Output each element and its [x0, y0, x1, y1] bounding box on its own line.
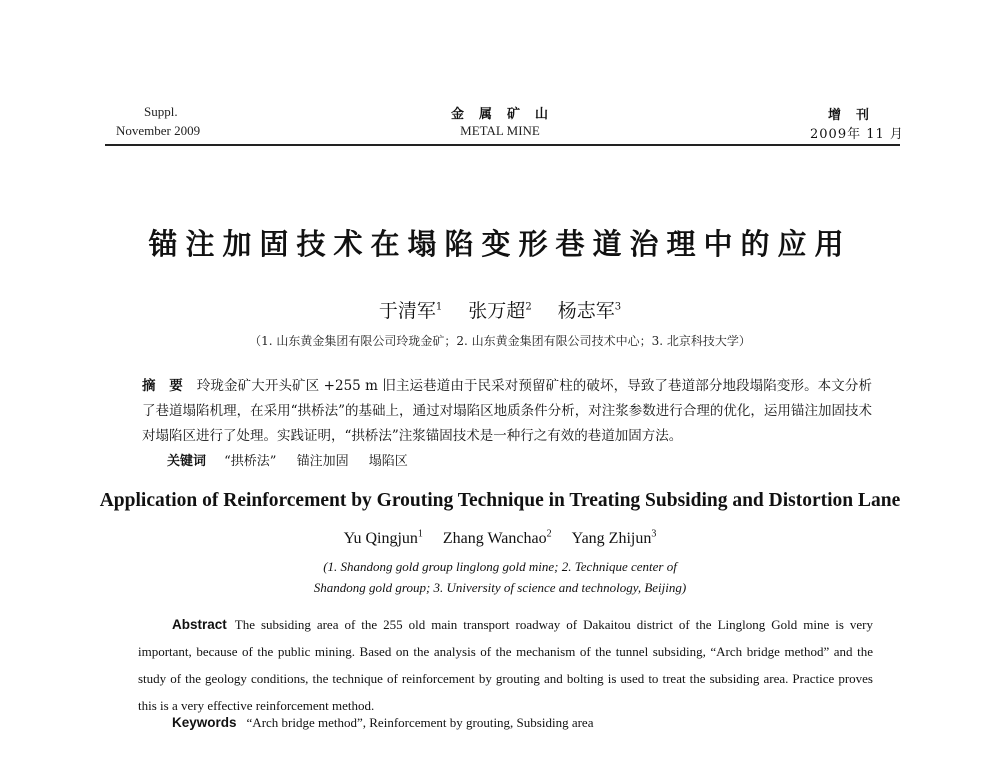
keywords-cn: [167, 450, 424, 469]
affiliations-en: [0, 556, 1000, 598]
keyword-cn: “拱桥法”: [224, 454, 277, 469]
supplement-cn: 增 刊: [828, 108, 871, 123]
affiliation-line: (1. Shandong gold group linglong gold mine; 2. Technique center of: [323, 559, 677, 574]
authors-cn: [0, 296, 1000, 323]
keyword-cn: 塌陷区: [368, 454, 408, 469]
abstract-label-en: Abstract: [172, 617, 227, 632]
author-en: Yu Qingjun$^1$: [343, 528, 423, 547]
paper-title-cn: 锚注加固技术在塌陷变形巷道治理中的应用: [148, 227, 852, 261]
abstract-en: [138, 611, 873, 719]
date-cn: 2009年 11 月: [810, 127, 904, 142]
author-cn: 杨志军$^3$: [557, 300, 622, 322]
abstract-text-en: The subsiding area of the 255 old main transport roadway of Dakaitou district of the Linglong Gold mine is very important, because of the public mining. Based on the analysis of the mechanism of the tunnel subsiding, “Arch bridge method” and the study of the geology conditions, the technique of reinforcement by grouting and bolting is used to treat the subsiding area. Practice proves this is a very effective reinforcement method.: [138, 617, 873, 713]
keywords-label-en: Keywords: [172, 715, 237, 730]
authors-en: [0, 530, 1000, 548]
keywords-text-en: “Arch bridge method”, Reinforcement by grouting, Subsiding area: [246, 715, 594, 730]
journal-name-en: METAL MINE: [460, 123, 540, 138]
date-en: November 2009: [116, 123, 201, 138]
keyword-cn: 锚注加固: [296, 454, 349, 469]
author-cn: 于清军$^1$: [378, 300, 443, 322]
abstract-label-cn: 摘 要: [142, 378, 183, 394]
keywords-en: [172, 715, 593, 731]
keywords-label-cn: 关键词: [167, 454, 207, 469]
affiliations-cn: （1. 山东黄金集团有限公司玲珑金矿；2. 山东黄金集团有限公司技术中心；3. 北京科技大学）: [249, 334, 751, 348]
author-cn: 张万超$^2$: [468, 300, 532, 322]
abstract-text-cn: 玲珑金矿大开头矿区 +255 m 旧主运巷道由于民采对预留矿柱的破坏，导致了巷道部分地段塌陷变形。本文分析了巷道塌陷机理，在采用“拱桥法”的基础上，通过对塌陷区地质条件分析，对注浆参数进行合理的优化，运用锚注加固技术对塌陷区进行了处理。实践证明，“拱桥法”注浆锚固技术是一种行之有效的巷道加固方法。: [142, 378, 873, 444]
journal-name-cn: 金 属 矿 山: [450, 107, 549, 122]
author-en: Yang Zhijun$^3$: [571, 528, 657, 547]
author-en: Zhang Wanchao$^2$: [442, 528, 552, 547]
affiliation-line: Shandong gold group; 3. University of science and technology, Beijing): [313, 580, 687, 595]
abstract-cn: [142, 374, 872, 449]
supplement-en: Suppl.: [144, 104, 178, 119]
paper-title-en: Application of Reinforcement by Grouting Technique in Treating Subsiding and Distortion Lane: [99, 490, 901, 511]
header-rule: [105, 144, 900, 146]
